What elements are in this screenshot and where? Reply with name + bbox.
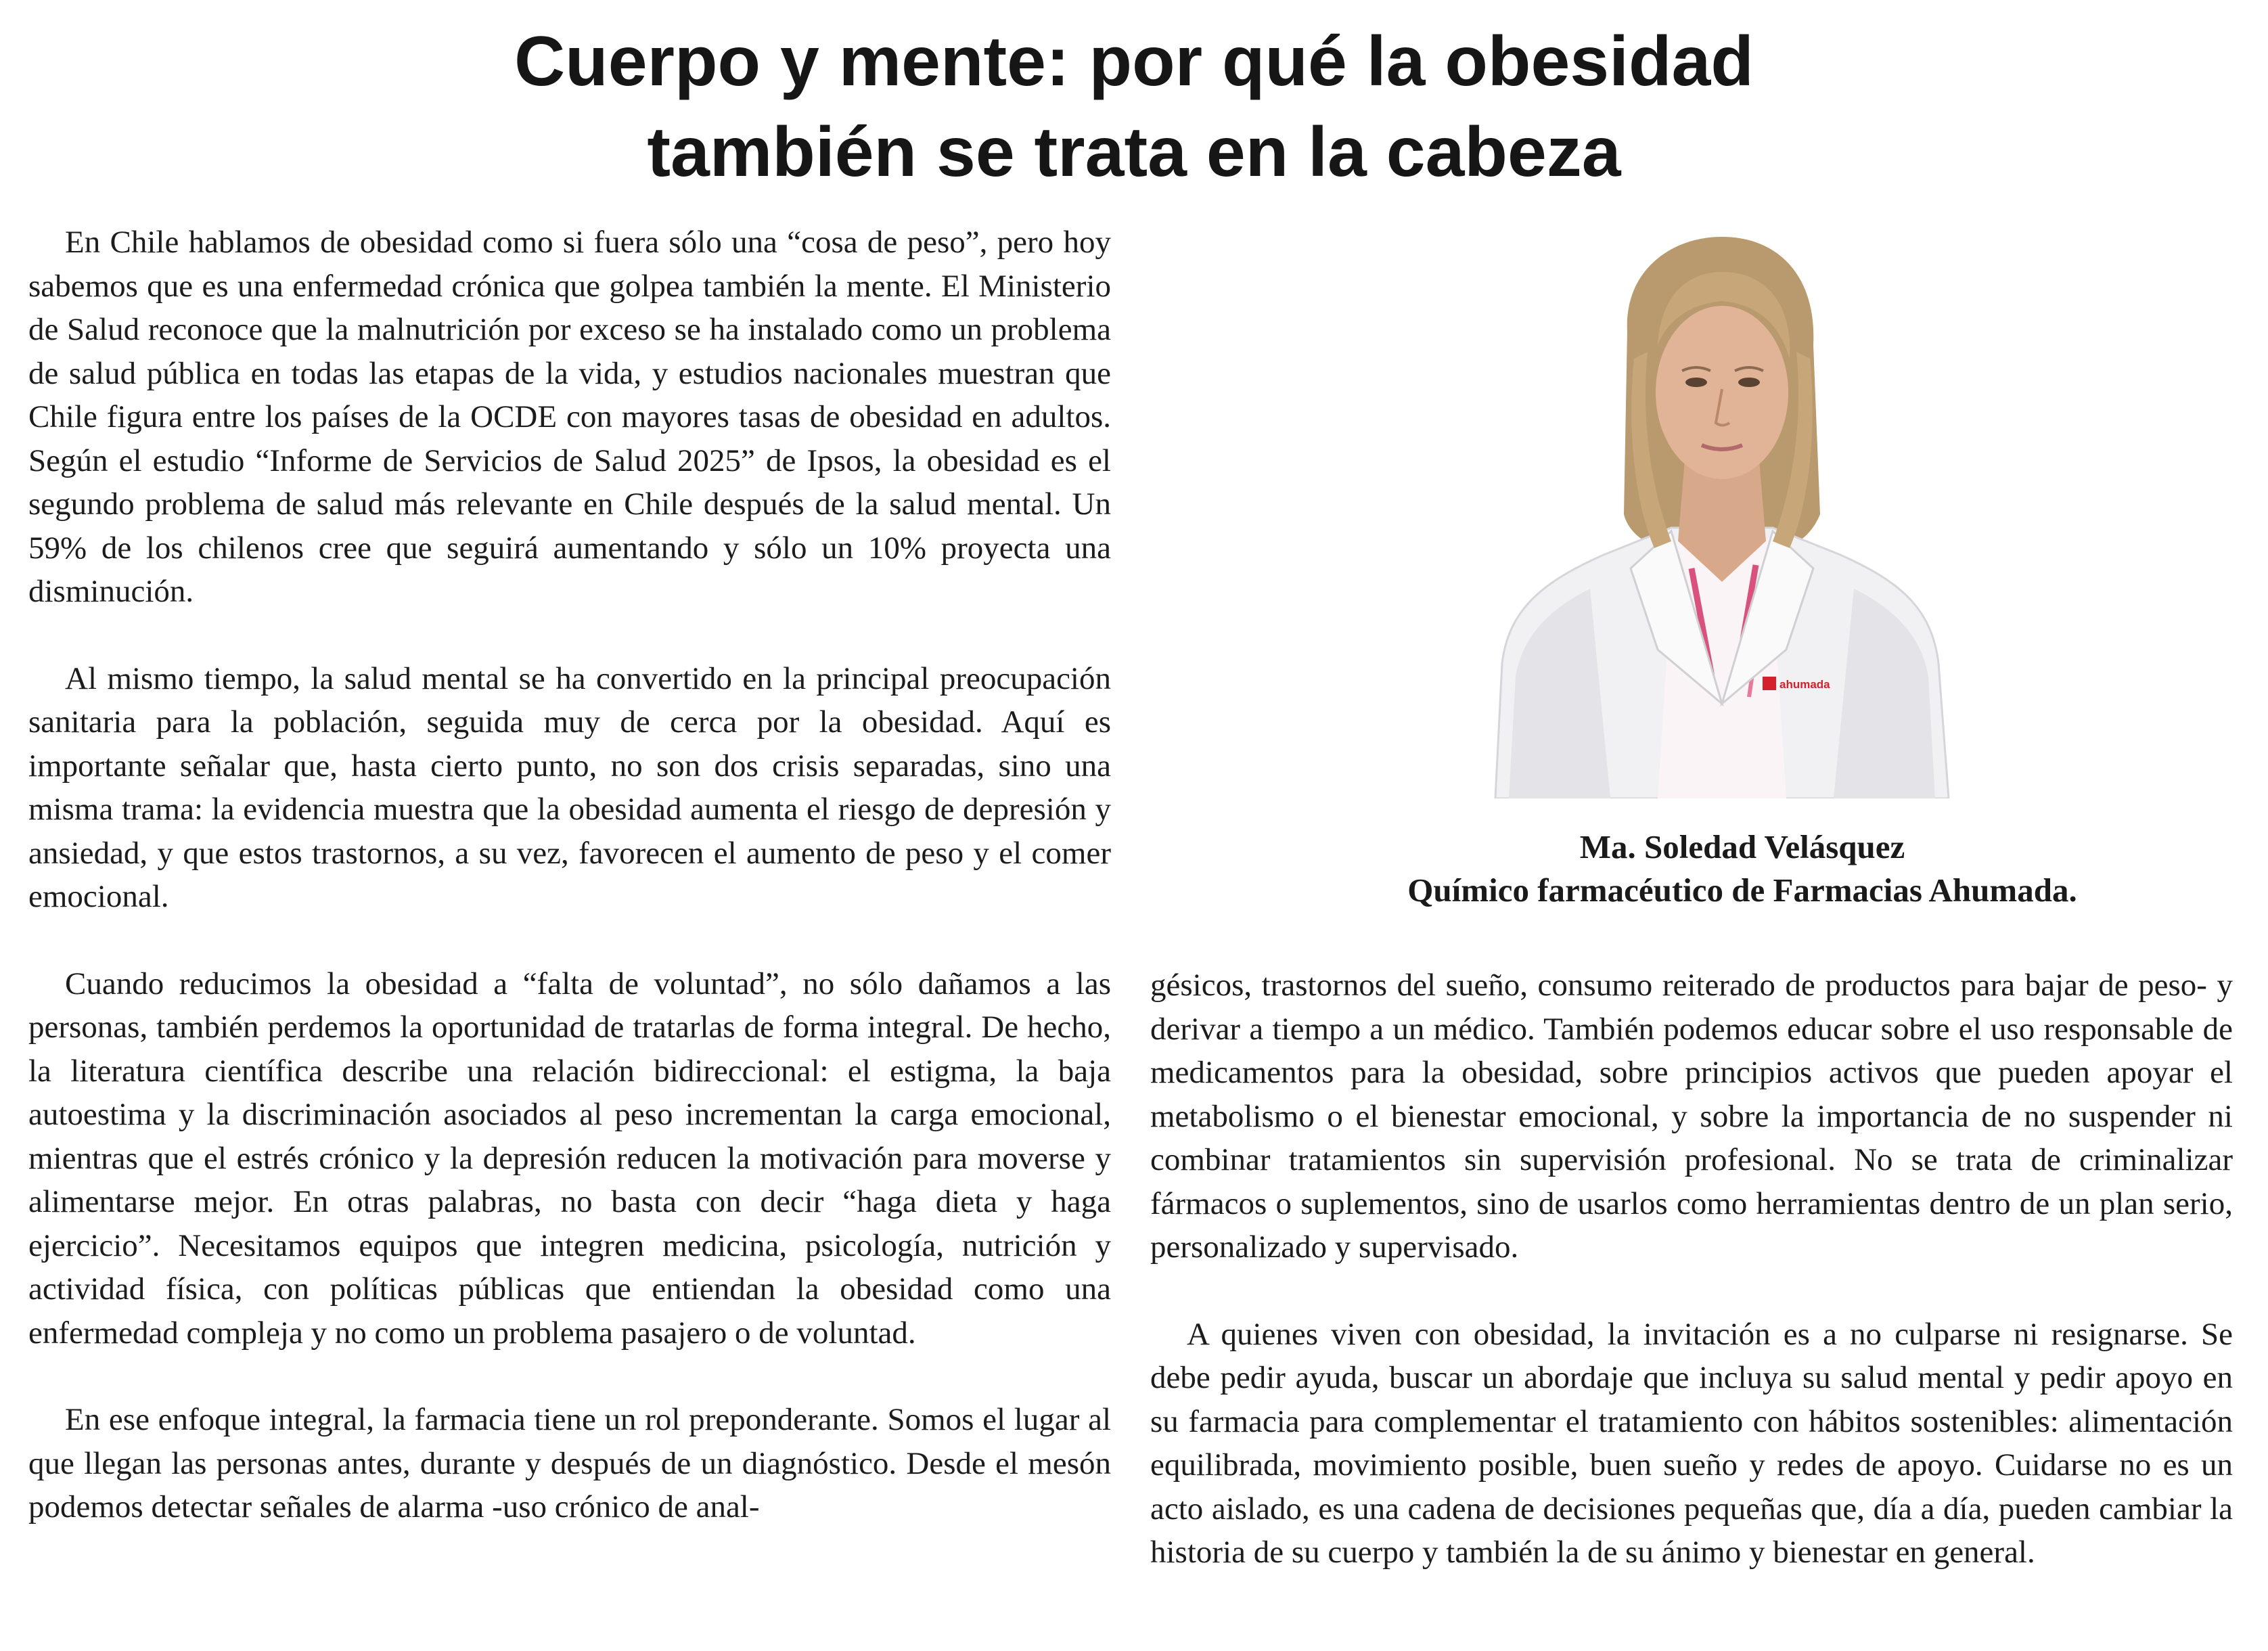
article-left-column bbox=[28, 221, 1111, 1529]
logo-mark bbox=[1763, 677, 1776, 690]
headline-line-1: Cuerpo y mente: por qué la obesidad bbox=[514, 22, 1754, 101]
paragraph-1: En Chile hablamos de obesidad como si fuera sólo una “cosa de peso”, pero hoy sabemos que es una enfermedad crónica que golpea también la mente. El Ministerio de Salud reconoce que la malnutrición por exceso se ha instalado como un problema de salud pública en todas las etapas de la vida, y estudios nacionales muestran que Chile figura entre los países de la OCDE con mayores tasas de obesidad en adultos. Según el estudio “Informe de Servicios de Salud 2025” de Ipsos, la obesidad es el segundo problema de salud más relevante en Chile después de la salud mental. Un 59% de los chilenos cree que seguirá aumentando y sólo un 10% proyecta una disminución. bbox=[28, 225, 1111, 609]
photo-caption bbox=[1286, 826, 2199, 912]
paragraph-2: Al mismo tiempo, la salud mental se ha convertido en la principal preocupación sanitaria para la población, seguida muy de cerca por la obesidad. Aquí es importante señalar que, hasta cierto punto, no son dos crisis separadas, sino una misma trama: la evidencia muestra que la obesidad aumenta el riesgo de depresión y ansiedad, y que estos trastornos, a su vez, favorecen el aumento de peso y el comer emocional. bbox=[28, 660, 1111, 914]
coat-logo-text: ahumada bbox=[1779, 678, 1830, 691]
right-eye bbox=[1738, 378, 1760, 387]
article-headline bbox=[0, 16, 2268, 198]
paragraph-3: Cuando reducimos la obesidad a “falta de voluntad”, no sólo dañamos a las personas, también perdemos la oportunidad de tratarlas de forma integral. De hecho, la literatura científica describe una relación bidireccional: el estigma, la baja autoestima y la discriminación asociados al peso incrementan la carga emocional, mientras que el estrés crónico y la depresión reducen la motivación para moverse y alimentarse mejor. En otras palabras, no basta con decir “haga dieta y haga ejercicio”. Necesitamos equipos que integren medicina, psicología, nutrición y actividad física, con políticas públicas que entiendan la obesidad como una enfermedad compleja y no como un problema pasajero o de voluntad. bbox=[28, 966, 1111, 1351]
author-name: Ma. Soledad Velásquez bbox=[1579, 828, 1905, 865]
headline-line-2: también se trata en la cabeza bbox=[647, 113, 1621, 191]
left-eye bbox=[1685, 378, 1707, 387]
author-role: Químico farmacéutico de Farmacias Ahumada. bbox=[1407, 872, 2077, 909]
author-photo bbox=[1489, 230, 1955, 798]
author-portrait-illustration bbox=[1489, 230, 1955, 798]
article-right-column bbox=[1150, 964, 2233, 1575]
paragraph-6: A quienes viven con obesidad, la invitación es a no culparse ni resignarse. Se debe pedir ayuda, buscar un abordaje que incluya su salud mental y pedir apoyo en su farmacia para complementar el tratamiento con hábitos sostenibles: alimentación equilibrada, movimiento posible, buen sueño y redes de apoyo. Cuidarse no es un acto aislado, es una cadena de decisiones pequeñas que, día a día, pueden cambiar la historia de su cuerpo y también la de su ánimo y bienestar en general. bbox=[1150, 1316, 2233, 1570]
paragraph-5: gésicos, trastornos del sueño, consumo reiterado de productos para bajar de peso- y derivar a tiempo a un médico. También podemos educar sobre el uso responsable de medicamentos para la obesidad, sobre principios activos que pueden apoyar el metabolismo o el bienestar emocional, y sobre la importancia de no suspender ni combinar tratamientos sin supervisión profesional. No se trata de criminalizar fármacos o suplementos, sino de usarlos como herramientas dentro de un plan serio, personalizado y supervisado. bbox=[1150, 968, 2233, 1265]
paragraph-4: En ese enfoque integral, la farmacia tiene un rol preponderante. Somos el lugar al que llegan las personas antes, durante y después de un diagnóstico. Desde el mesón podemos detectar señales de alarma -uso crónico de anal- bbox=[28, 1402, 1111, 1524]
